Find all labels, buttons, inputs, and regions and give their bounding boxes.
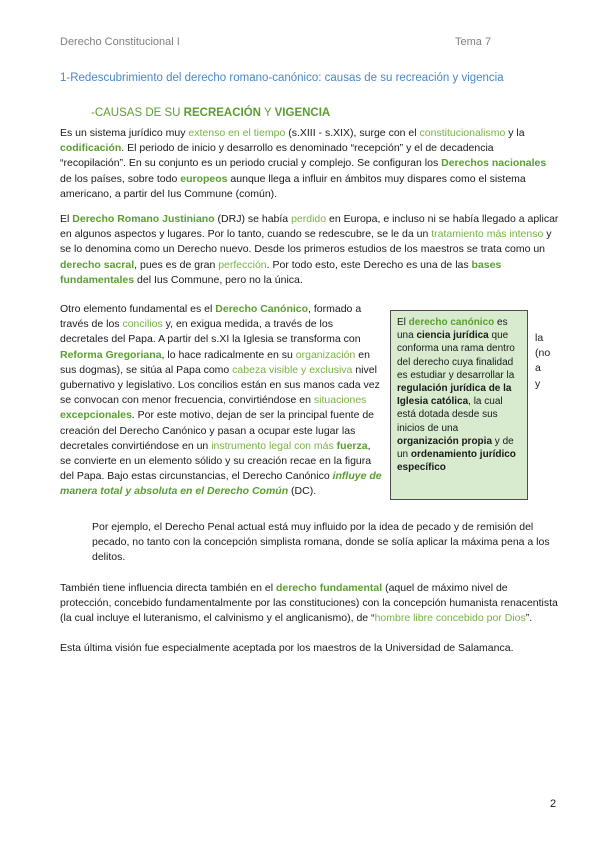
paragraph-intro — [60, 126, 560, 202]
highlight: extenso en el tiempo — [188, 127, 286, 139]
paragraph-salamanca: Esta última visión fue especialmente aceptada por los maestros de la Universidad de Salamanca. — [60, 642, 514, 654]
bold-term: regulación jurídica de la Iglesia católica — [397, 383, 512, 408]
text: ”. — [525, 612, 533, 625]
fragment: (no — [535, 347, 551, 360]
subheading-mid: Y — [260, 107, 275, 119]
highlight: Reforma Gregoriana — [60, 348, 162, 361]
text: , pues es de gran — [134, 258, 219, 271]
fragment: y — [535, 377, 541, 390]
text: en Europa, e incluso ni se había llegado a aplicar en algunos aspectos y lugares. Por lo tanto, cuando se redescubre, se le da un — [60, 213, 559, 241]
highlight: fuerza — [336, 439, 368, 452]
highlight: instrumento legal con más — [211, 439, 334, 452]
paragraph-derecho-fundamental — [60, 581, 560, 627]
text: Es un sistema jurídico muy — [60, 127, 189, 139]
overflow-text-fragments — [535, 331, 555, 392]
fragment: a — [535, 362, 541, 375]
highlight: excepcionales — [60, 409, 132, 422]
paragraph-derecho-romano — [60, 212, 560, 288]
text: es una — [397, 317, 508, 342]
text: . Por este motivo, dejan de ser la principal fuente de creación del Derecho Canónico y pasan a ocupar este lugar las decretales convirtiéndose en un — [60, 409, 375, 452]
header-course-title: Derecho Constitucional I — [60, 36, 180, 48]
text: . El periodo de inicio y desarrollo es denominado “recepción” y el de decadencia “recopilación”. En su conjunto es un periodo crucial y complejo. Se configuran los — [60, 142, 494, 170]
highlight: derecho canónico — [408, 317, 495, 328]
highlight: europeos — [180, 172, 228, 185]
text: y, en exigua medida, a través de los decretales del Papa. A partir del s.XI la Iglesia se transforma con — [60, 318, 361, 346]
text: aunque llega a influir en ámbitos muy dispares como el sistema americano, a partir del Ius Commune (común). — [60, 172, 526, 200]
highlight: influye de manera total y absoluta en el Derecho Común — [60, 470, 382, 498]
paragraph-derecho-canonico — [60, 302, 382, 500]
text: en sus dogmas), se sitúa al Papa como — [60, 348, 370, 376]
highlight: concilios — [122, 318, 163, 331]
paragraph-example: Por ejemplo, el Derecho Penal actual está muy influido por la idea de pecado y de remisión del pecado, no tanto con la concepción simplista romana, donde se solía aplicar la máxima pena a los delitos. — [92, 521, 550, 564]
bold-term: ciencia jurídica — [416, 330, 489, 342]
highlight: perfección — [218, 258, 267, 271]
highlight: Derecho Romano Justiniano — [72, 213, 215, 225]
subheading — [91, 107, 330, 119]
definition-sidebox — [390, 310, 528, 500]
bold-term: ordenamiento jurídico específico — [397, 449, 516, 474]
text: y la — [505, 127, 525, 139]
text: (aquel de máximo nivel de protección, concebido fundamentalmente por las constituciones) con la concepción humanista renacentista (la cual incluye el luteranismo, el calvinismo y el anglicanismo), de “ — [60, 582, 558, 625]
fragment: la — [535, 332, 544, 344]
highlight: codificación — [60, 142, 122, 155]
header-topic: Tema 7 — [455, 36, 492, 48]
text: (DC). — [288, 485, 317, 498]
highlight: constitucionalismo — [419, 127, 506, 139]
highlight: cabeza visible y exclusiva — [232, 363, 353, 376]
highlight: perdido — [291, 213, 327, 225]
subheading-prefix: -CAUSAS DE SU — [91, 107, 184, 119]
bold-term: organización propia — [397, 435, 493, 447]
text: , se convierte en un elemento sólido y su creación recae en la figura del Papa. Bajo estas circunstancias, el Derecho Canónico — [60, 439, 372, 483]
highlight: derecho sacral — [60, 258, 135, 271]
subheading-word-vigencia: VIGENCIA — [274, 107, 331, 119]
highlight: Derecho Canónico — [215, 303, 309, 315]
text: que conforma una rama dentro del derecho cuya finalidad es estudiar y desarrollar la — [397, 330, 515, 381]
text: nivel gubernativo y legislativo. Los concilios están en sus manos cada vez se convocan con menor frecuencia, convirtiéndose en — [60, 363, 380, 407]
text: y se lo denomina como un Derecho nuevo. Desde los primeros estudios de los maestros se trata como un — [60, 228, 552, 256]
highlight: situaciones — [313, 394, 367, 407]
section-title: 1-Redescubrimiento del derecho romano-canónico: causas de su recreación y vigencia — [60, 72, 504, 84]
highlight: bases fundamentales — [60, 258, 502, 286]
text: (s.XIII - s.XIX), surge con el — [285, 127, 420, 139]
highlight: Derechos nacionales — [441, 157, 547, 170]
text: de los países, sobre todo — [60, 172, 181, 185]
text: . Por todo esto, este Derecho es una de las — [266, 258, 472, 271]
highlight: organización — [295, 348, 356, 361]
subheading-word-recreacion: RECREACIÓN — [183, 107, 261, 119]
text: Otro elemento fundamental es el — [60, 303, 216, 315]
text: y de un — [397, 435, 514, 461]
text: del Ius Commune, pero no la única. — [134, 273, 303, 286]
highlight: derecho fundamental — [275, 582, 383, 594]
text: , la cual está dotada desde sus inicios de una — [397, 396, 503, 434]
text: , lo hace radicalmente en su — [161, 348, 296, 361]
highlight: hombre libre concebido por Dios — [374, 612, 526, 625]
text: El — [397, 317, 409, 328]
text: El — [60, 213, 73, 225]
text: (DRJ) se había — [214, 213, 292, 225]
text: , formado a través de los — [60, 303, 362, 331]
text: También tiene influencia directa también en el — [60, 582, 276, 594]
highlight: tratamiento más intenso — [431, 228, 544, 241]
page-number: 2 — [550, 798, 557, 810]
